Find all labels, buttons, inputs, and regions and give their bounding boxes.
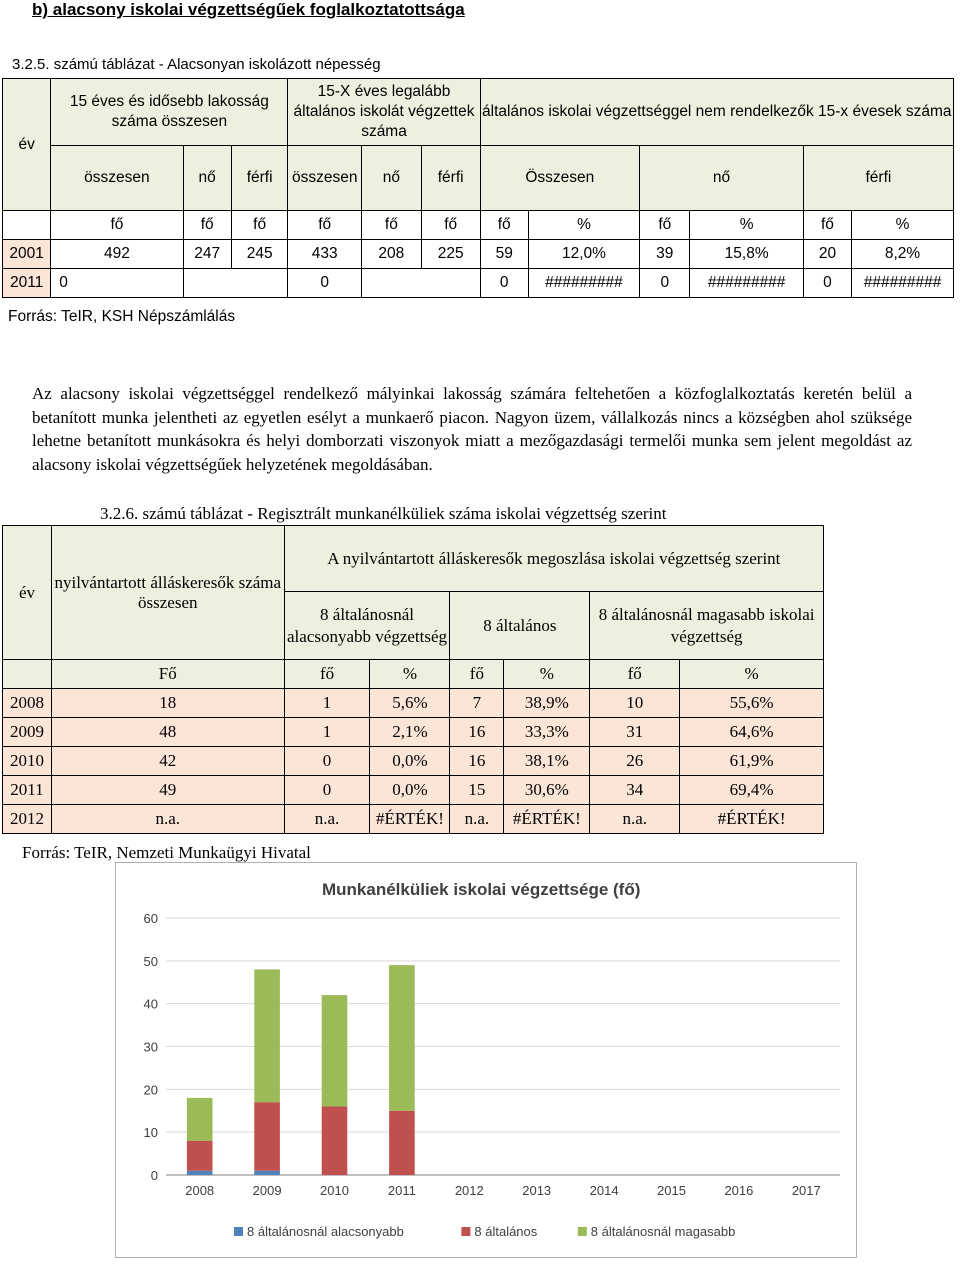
table-cell: 16 — [450, 747, 504, 776]
table1-sub: nő — [640, 146, 804, 211]
unemployed-education-chart — [115, 862, 857, 1258]
table1-unit-blank — [3, 211, 51, 240]
bar-segment — [187, 1141, 213, 1171]
bar-segment — [322, 1106, 348, 1175]
bar-segment — [187, 1098, 213, 1141]
legend-label: 8 általánosnál alacsonyabb — [247, 1224, 404, 1239]
table2-unit: % — [680, 660, 824, 689]
x-tick-label: 2012 — [454, 1183, 484, 1198]
table-cell: 33,3% — [504, 718, 590, 747]
table1-group1-header: 15 éves és idősebb lakosság száma összesen — [51, 79, 288, 146]
table-row — [3, 689, 824, 718]
table-cell: 42 — [51, 747, 284, 776]
table-cell: 1 — [284, 689, 370, 718]
x-tick-label: 2008 — [185, 1183, 215, 1198]
table-row — [3, 269, 954, 298]
y-tick-label: 20 — [143, 1082, 158, 1098]
table2-year-header: év — [3, 526, 52, 660]
table-row — [3, 240, 954, 269]
table-cell: n.a. — [284, 805, 370, 834]
table1-unit: fő — [51, 211, 183, 240]
table-cell: 0 — [640, 269, 690, 298]
x-tick-label: 2009 — [252, 1183, 282, 1198]
table-cell: 0 — [284, 747, 370, 776]
table-cell: #ÉRTÉK! — [504, 805, 590, 834]
table-cell: 2,1% — [370, 718, 450, 747]
table-cell: 49 — [51, 776, 284, 805]
y-tick-label: 30 — [143, 1039, 158, 1055]
table1-sub: összesen — [51, 146, 183, 211]
table-cell: n.a. — [450, 805, 504, 834]
table1-sub: nő — [361, 146, 421, 211]
table-cell: 12,0% — [528, 240, 639, 269]
table-cell: 2008 — [3, 689, 52, 718]
table-cell: 48 — [51, 718, 284, 747]
table-cell: 0 — [480, 269, 528, 298]
population-table — [2, 78, 954, 298]
table1-unit: fő — [480, 211, 528, 240]
x-tick-label: 2013 — [522, 1183, 552, 1198]
table-cell: n.a. — [590, 805, 680, 834]
table1-sub: nő — [183, 146, 231, 211]
chart-svg — [116, 863, 856, 1257]
table-cell: 0,0% — [370, 776, 450, 805]
y-tick-label: 40 — [143, 996, 158, 1012]
y-tick-label: 0 — [150, 1168, 158, 1183]
table-cell: 64,6% — [680, 718, 824, 747]
table-cell: n.a. — [51, 805, 284, 834]
legend-label: 8 általánosnál magasabb — [590, 1224, 736, 1239]
bar-segment — [254, 1102, 280, 1171]
table1-sub: férfi — [231, 146, 288, 211]
table-cell: 34 — [590, 776, 680, 805]
table-cell: ######### — [690, 269, 803, 298]
table-cell: 39 — [640, 240, 690, 269]
table-cell: 0 — [288, 269, 361, 298]
x-tick-label: 2010 — [320, 1183, 349, 1198]
table2-sub: 8 általánosnál alacsonyabb végzettség — [284, 592, 450, 660]
table-cell: 492 — [51, 240, 183, 269]
table-cell: 59 — [480, 240, 528, 269]
table1-sub: férfi — [803, 146, 953, 211]
table-cell — [361, 269, 480, 298]
table2-unit-blank — [3, 660, 52, 689]
table-cell: #ÉRTÉK! — [680, 805, 824, 834]
table-row — [3, 747, 824, 776]
bar-segment — [322, 995, 348, 1106]
table-cell: 0 — [51, 269, 183, 298]
table2-unit: % — [504, 660, 590, 689]
table1-source: Forrás: TeIR, KSH Népszámlálás — [8, 308, 236, 325]
table-cell: 15,8% — [690, 240, 803, 269]
table2-source: Forrás: TeIR, Nemzeti Munkaügyi Hivatal — [22, 843, 311, 862]
table-cell — [183, 269, 288, 298]
bar-segment — [389, 965, 415, 1111]
table-cell: 8,2% — [852, 240, 954, 269]
table-cell: 38,9% — [504, 689, 590, 718]
table-cell: 31 — [590, 718, 680, 747]
bar-segment — [187, 1171, 213, 1175]
legend-swatch — [461, 1227, 470, 1236]
x-tick-label: 2014 — [589, 1183, 619, 1198]
legend-swatch — [234, 1227, 243, 1236]
table-cell: 208 — [361, 240, 421, 269]
table1-unit: fő — [803, 211, 851, 240]
bar-segment — [254, 1171, 280, 1175]
table-cell: ######### — [528, 269, 639, 298]
table2-sub: 8 általános — [450, 592, 590, 660]
bar-segment — [389, 1111, 415, 1175]
table-cell: 0 — [284, 776, 370, 805]
x-tick-label: 2011 — [387, 1183, 416, 1198]
table1-sub: férfi — [421, 146, 480, 211]
chart-title: Munkanélküliek iskolai végzettsége (fő) — [322, 880, 641, 899]
table-cell: 433 — [288, 240, 361, 269]
table-cell: 55,6% — [680, 689, 824, 718]
table1-unit: fő — [288, 211, 361, 240]
table2-unit: Fő — [51, 660, 284, 689]
y-tick-label: 50 — [143, 953, 158, 969]
table-row — [3, 718, 824, 747]
table-row — [3, 805, 824, 834]
legend-label: 8 általános — [474, 1224, 538, 1239]
table-cell: 247 — [183, 240, 231, 269]
table2-unit: % — [370, 660, 450, 689]
table-cell: 26 — [590, 747, 680, 776]
table2-unit: fő — [450, 660, 504, 689]
table-cell: #ÉRTÉK! — [370, 805, 450, 834]
table-cell: 1 — [284, 718, 370, 747]
table-cell: 2001 — [3, 240, 51, 269]
jobseekers-table — [2, 525, 824, 834]
table1-unit: fő — [640, 211, 690, 240]
table1-sub: összesen — [288, 146, 361, 211]
table-cell: 0 — [803, 269, 851, 298]
table1-caption: 3.2.5. számú táblázat - Alacsonyan iskolázott népesség — [12, 56, 381, 73]
table1-group2-header: 15-X éves legalább általános iskolát végzettek száma — [288, 79, 480, 146]
legend-swatch — [578, 1227, 587, 1236]
table-cell: 7 — [450, 689, 504, 718]
table1-unit: % — [690, 211, 803, 240]
table-cell: 245 — [231, 240, 288, 269]
table-cell: ######### — [852, 269, 954, 298]
table1-unit: % — [852, 211, 954, 240]
table1-unit: fő — [183, 211, 231, 240]
bar-segment — [254, 969, 280, 1102]
y-tick-label: 60 — [143, 911, 158, 926]
table-cell: 18 — [51, 689, 284, 718]
table-row — [3, 776, 824, 805]
table-cell: 0,0% — [370, 747, 450, 776]
table-cell: 69,4% — [680, 776, 824, 805]
section-heading: b) alacsony iskolai végzettségűek foglalkoztatottsága — [32, 0, 465, 19]
table1-unit: fő — [231, 211, 288, 240]
table2-unit: fő — [590, 660, 680, 689]
table-cell: 20 — [803, 240, 851, 269]
table-cell: 2011 — [3, 269, 51, 298]
x-tick-label: 2016 — [724, 1183, 754, 1198]
x-tick-label: 2017 — [791, 1183, 821, 1198]
table2-sub: 8 általánosnál magasabb iskolai végzettség — [590, 592, 824, 660]
table-cell: 2012 — [3, 805, 52, 834]
table2-unit: fő — [284, 660, 370, 689]
table-cell: 61,9% — [680, 747, 824, 776]
table-cell: 15 — [450, 776, 504, 805]
table-cell: 16 — [450, 718, 504, 747]
table-cell: 38,1% — [504, 747, 590, 776]
table-cell: 225 — [421, 240, 480, 269]
table-cell: 30,6% — [504, 776, 590, 805]
table1-year-header: év — [3, 79, 51, 211]
table-cell: 2011 — [3, 776, 52, 805]
body-paragraph: Az alacsony iskolai végzettséggel rendelkező mályinkai lakosság számára feltehetően a közfoglalkoztatás keretén belül a betanított munka jelentheti az egyetlen esélyt a munkaerő piacon. Nagyon üzem, vállalkozás nincs a községben ahol szüksége lehetne betanított munkásokra és helyi domborzati viszonyok miatt a mezőgazdasági termelői munka sem jelent megoldást az alacsony iskolai végzettségűek helyzetének megoldásában. — [32, 384, 912, 474]
table1-unit: fő — [421, 211, 480, 240]
table-cell: 2010 — [3, 747, 52, 776]
x-tick-label: 2015 — [657, 1183, 686, 1198]
y-tick-label: 10 — [143, 1125, 158, 1141]
table1-unit: fő — [361, 211, 421, 240]
table1-group3-header: általános iskolai végzettséggel nem rendelkezők 15-x évesek száma — [480, 79, 953, 146]
table-cell: 5,6% — [370, 689, 450, 718]
table1-sub: Összesen — [480, 146, 640, 211]
table2-caption: 3.2.6. számú táblázat - Regisztrált munkanélküliek száma iskolai végzettség szerint — [100, 504, 667, 523]
table1-unit: % — [528, 211, 639, 240]
table-cell: 10 — [590, 689, 680, 718]
table2-total-header: nyilvántartott álláskeresők száma összesen — [51, 526, 284, 660]
table2-group-header: A nyilvántartott álláskeresők megoszlása iskolai végzettség szerint — [284, 526, 823, 592]
table-cell: 2009 — [3, 718, 52, 747]
